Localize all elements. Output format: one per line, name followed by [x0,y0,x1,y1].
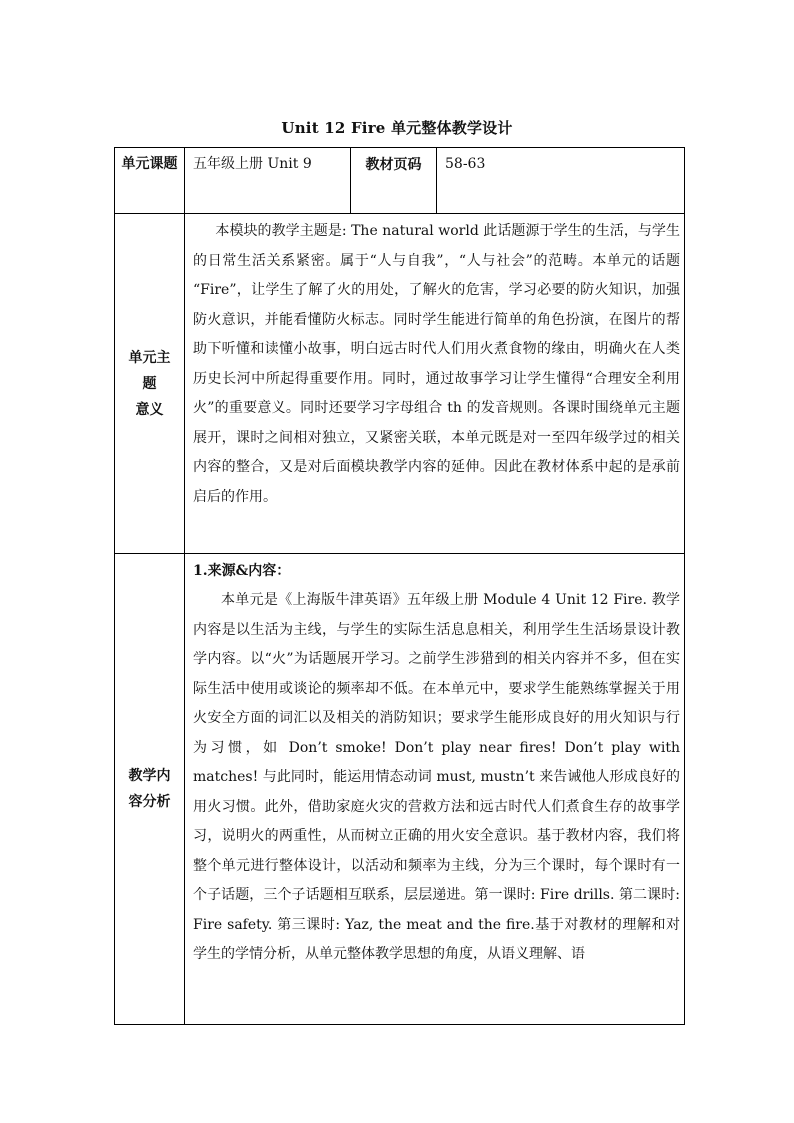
meaning-label-line1: 单元主 [128,349,171,366]
pages-label: 教材页码 [365,157,422,173]
analysis-row [115,554,685,1025]
analysis-text: 本单元是《上海版牛津英语》五年级上册 Module 4 Unit 12 Fire. 教学内容是以生活为主线，与学生的实际生活息息相关，利用学生生活场景设计教学内容。以“火”为话题展开学习。之前学生涉猎到的相关内容并不多，但在实际生活中使用或谈论的频率却不低。在本单元中，要求学生能熟练掌握关于用火安全方面的词汇以及相关的消防知识；要求学生能形成良好的用火知识与行为习惯，如 Don’t smoke! Don’t play near fires! Don’t play with matches! 与此同时，能运用情态动词 must, mustn’t 来告诫他人形成良好的用火习惯。此外，借助家庭火灾的营救方法和远古时代人们煮食生存的故事学习，说明火的两重性，从而树立正确的用火安全意识。基于教材内容，我们将整个单元进行整体设计，以活动和频率为主线，分为三个课时，每个课时有一个子话题，三个子话题相互联系，层层递进。第一课时: Fire drills. 第二课时: Fire safety. 第三课时: Yaz, the meat and the fire.基于对教材的理解和对学生的学情分析，从单元整体教学思想的角度，从语义理解、语 [193,592,680,962]
analysis-heading: 1.来源&内容： [193,563,291,579]
analysis-label-cell [115,554,185,1025]
meaning-label-line3: 意义 [135,401,164,418]
meaning-text: 本模块的教学主题是: The natural world 此话题源于学生的生活，与学生的日常生活关系紧密。属于“人与自我”，“人与社会”的范畴。本单元的话题 “Fire”，让学生了解了火的用处，了解火的危害，学习必要的防火知识，加强防火意识，并能看懂防火标志。同时学生能进行简单的角色扮演，在图片的帮助下听懂和读懂小故事，明白远古时代人们用火煮食物的缘由，明确火在人类历史长河中所起得重要作用。同时，通过故事学习让学生懂得“合理安全利用火”的重要意义。同时还要学习字母组合 th 的发音规则。各课时围绕单元主题展开，课时之间相对独立，又紧密关联，本单元既是对一至四年级学过的相关内容的整合，又是对后面模块教学内容的延伸。因此在教材体系中起的是承前启后的作用。 [193,223,680,505]
unit-topic-row [115,148,685,214]
meaning-text-cell [185,214,685,554]
meaning-row [115,214,685,554]
unit-topic-value-cell [185,148,351,214]
document-title: Unit 12 Fire 单元整体教学设计 [281,119,513,137]
analysis-text-cell [185,554,685,1025]
unit-topic-value: 五年级上册 Unit 9 [193,156,312,172]
analysis-label-line1: 教学内 [128,768,171,784]
meaning-label-line2: 题 [142,375,157,392]
meaning-label-cell [115,214,185,554]
analysis-label-line2: 容分析 [128,794,171,810]
unit-topic-label: 单元课题 [121,156,178,172]
pages-value: 58-63 [445,156,486,172]
teaching-design-table [114,147,685,1025]
pages-label-cell [351,148,437,214]
pages-value-cell [437,148,685,214]
unit-topic-label-cell [115,148,185,214]
